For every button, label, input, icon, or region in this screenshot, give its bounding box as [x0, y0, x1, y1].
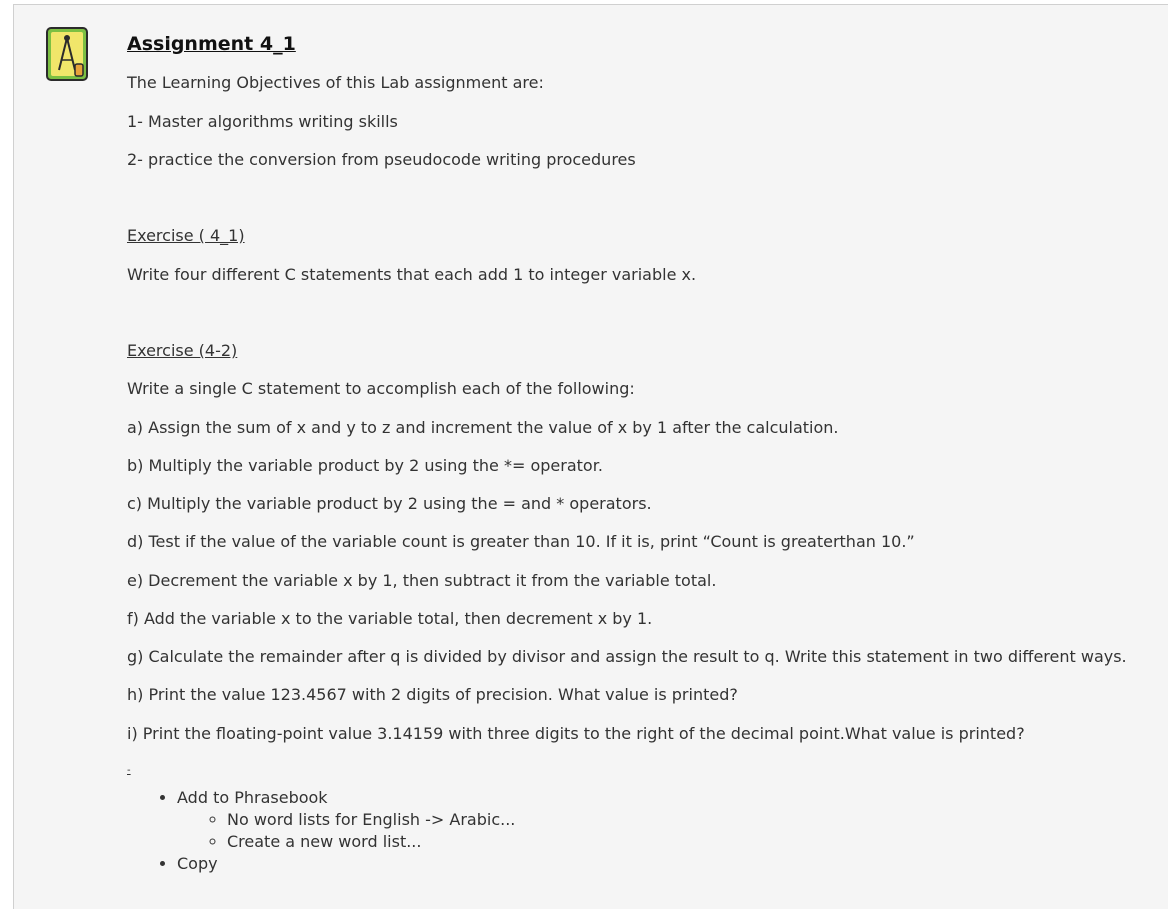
menu-item-copy[interactable]: • Copy: [177, 853, 1147, 875]
exercise-4-2-intro: Write a single C statement to accomplish each of the following:: [127, 379, 635, 398]
assignment-content: [127, 31, 1147, 875]
menu-item-create-word-list[interactable]: ◦ Create a new word list...: [227, 831, 1147, 853]
exercise-item-i: i) Print the floating-point value 3.14159 with three digits to the right of the decimal point.What value is printed?: [127, 724, 1025, 743]
objective-item: 1- Master algorithms writing skills: [127, 112, 398, 131]
exercise-item-g: g) Calculate the remainder after q is divided by divisor and assign the result to q. Write this statement in two different ways.: [127, 647, 1127, 666]
assignment-icon: [45, 26, 89, 84]
exercise-item-h: h) Print the value 123.4567 with 2 digits of precision. What value is printed?: [127, 685, 738, 704]
trailing-dash: -: [127, 765, 131, 776]
menu-item-add-to-phrasebook[interactable]: [177, 787, 1147, 853]
exercise-item-e: e) Decrement the variable x by 1, then subtract it from the variable total.: [127, 571, 717, 590]
assignment-intro: The Learning Objectives of this Lab assignment are:: [127, 73, 544, 92]
context-menu: [0, 787, 1147, 875]
exercise-heading-4-1: Exercise ( 4_1): [127, 226, 245, 245]
assignment-title: Assignment 4_1: [127, 33, 296, 55]
objective-item: 2- practice the conversion from pseudocode writing procedures: [127, 150, 636, 169]
menu-item-label: Add to Phrasebook: [177, 788, 328, 807]
phrasebook-submenu: [177, 809, 1147, 853]
exercise-item-c: c) Multiply the variable product by 2 using the = and * operators.: [127, 494, 652, 513]
exercise-heading-4-2: Exercise (4-2): [127, 341, 238, 360]
exercise-item-d: d) Test if the value of the variable count is greater than 10. If it is, print “Count is greaterthan 10.”: [127, 532, 915, 551]
exercise-4-1-text: Write four different C statements that each add 1 to integer variable x.: [127, 265, 697, 284]
exercise-item-f: f) Add the variable x to the variable total, then decrement x by 1.: [127, 609, 653, 628]
exercise-item-a: a) Assign the sum of x and y to z and increment the value of x by 1 after the calculation.: [127, 418, 839, 437]
exercise-item-b: b) Multiply the variable product by 2 using the *= operator.: [127, 456, 603, 475]
menu-item-no-word-lists[interactable]: ◦ No word lists for English -> Arabic...: [227, 809, 1147, 831]
